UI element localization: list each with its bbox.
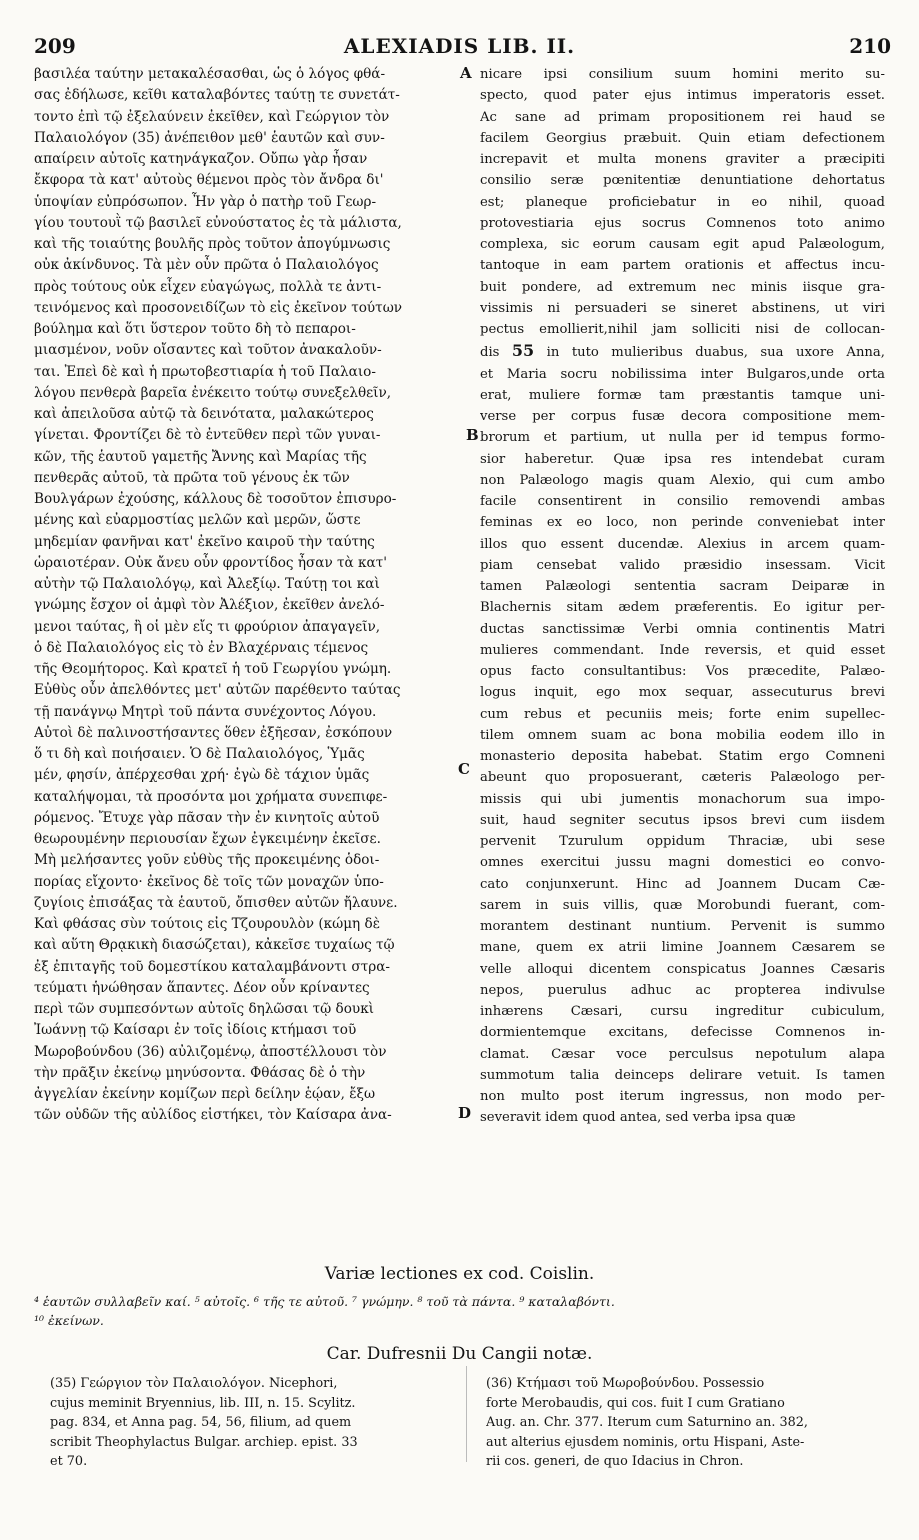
latin-text-line: abeunt quo proposuerant, cæteris Palæologo per- xyxy=(480,770,885,786)
latin-text-line: omnes exercitui jussu magni domestici eo convo- xyxy=(480,855,885,871)
greek-text-column xyxy=(34,64,459,1127)
latin-text-line: mulieres commendant. Inde reversis, et quid esset xyxy=(480,642,885,658)
greek-text-line: Μωροβούνδου (36) αὐλιζομένῳ, ἀποστέλλουσι τὸν xyxy=(34,1043,387,1060)
margin-letter-b: B xyxy=(466,426,479,444)
latin-text-line: tilem omnem suam ac bona mobilia eodem illo in xyxy=(480,727,885,743)
greek-text-line: τῇ πανάγνῳ Μητρὶ τοῦ πάντα συνέχοντος Λόγου. xyxy=(34,703,377,720)
greek-text-line: ὅ τι δὴ καὶ ποιήσαιεν. Ὁ δὲ Παλαιολόγος, Ὑμᾶς xyxy=(34,746,365,762)
greek-text-line: ὑποψίαν εὐπρόσωπον. Ἦν γὰρ ὁ πατὴρ τοῦ Γεωρ- xyxy=(34,193,377,210)
latin-text-line: non Palæologo magis quam Alexio, qui cum ambo xyxy=(480,472,885,488)
greek-text-line: ἔκφορα τὰ κατ' αὐτοὺς θέμενοι πρὸς τὸν ἄνδρα δι' xyxy=(34,172,384,189)
greek-text-line: βασιλέα ταύτην μετακαλέσασθαι, ὡς ὁ λόγος φθά- xyxy=(34,66,386,82)
latin-text-line xyxy=(480,340,885,363)
latin-text-line: verse per corpus fusæ decora compositione mem- xyxy=(480,409,885,424)
greek-text-line: Εὐθὺς οὖν ἀπελθόντες μετ' αὐτῶν παρέθεντο ταύτας xyxy=(34,682,401,699)
latin-text-line: Blachernis sitam ædem præferentis. Eo igitur per- xyxy=(480,600,885,616)
latin-text-line: est; planeque proficiebatur in eo nihil, quoad xyxy=(480,194,885,210)
notes-column-divider xyxy=(466,1366,467,1462)
latin-text-line: cum rebus et pecuniis meis; forte enim supellec- xyxy=(480,706,885,722)
greek-text-line: αὐτὴν τῷ Παλαιολόγῳ, καὶ Ἀλεξίῳ. Ταύτῃ τοι καὶ xyxy=(34,576,380,592)
greek-text-line: πενθερᾶς αὐτοῦ, τὰ πρῶτα τοῦ γένους ἐκ τῶν xyxy=(34,469,350,486)
latin-text-column xyxy=(480,64,885,1129)
greek-text-line: οὐκ ἀκίνδυνος. Τὰ μὲν οὖν πρῶτα ὁ Παλαιολόγος xyxy=(34,257,379,274)
greek-text-line: τεύματι ἡνώθησαν ἅπαντες. Δέον οὖν κρίναντες xyxy=(34,979,370,996)
latin-text-line: facilem Georgius præbuit. Quin etiam defectionem xyxy=(480,130,885,146)
greek-text-line: ζυγίοις ἐπισάξας τὰ ἑαυτοῦ, ὄπισθεν αὐτῶν ἤλαυνε. xyxy=(34,894,398,911)
greek-text-line: μιασμένον, νοῦν οἴσαντες καὶ τοῦτον ἀνακαλοῦν- xyxy=(34,342,382,359)
latin-text-line: consilio seræ pœnitentiæ denuntiatione dehortatus xyxy=(480,173,885,189)
note-line: Aug. an. Chr. 377. Iterum cum Saturnino an. 382, xyxy=(486,1415,808,1430)
greek-text-line: βούλημα καὶ ὅτι ὕστερον τοῦτο δὴ τὸ πεπαροι- xyxy=(34,321,356,337)
latin-text-line: sior haberetur. Quæ ipsa res intendebat curam xyxy=(480,451,885,467)
margin-letter-a: A xyxy=(460,64,472,82)
greek-text-line: Βουλγάρων ἐχούσης, κάλλους δὲ τοσοῦτον ἐπισυρο- xyxy=(34,491,397,507)
greek-text-line: Ἰωάννῃ τῷ Καίσαρι ἐν τοῖς ἰδίοις κτήμασι τοῦ xyxy=(34,1022,357,1039)
latin-text-line: suit, haud segniter secutus ipsos brevi cum iisdem xyxy=(480,812,885,828)
greek-text-line: καὶ ἀπειλοῦσα αὐτῷ τὰ δεινότατα, μαλακώτερος xyxy=(34,406,374,422)
note-line: pag. 834, et Anna pag. 54, 56, filium, ad quem xyxy=(50,1415,352,1430)
note-line: forte Merobaudis, qui cos. fuit I cum Gratiano xyxy=(486,1395,785,1411)
latin-text-line: logus inquit, ego mox sequar, assecuturus brevi xyxy=(480,685,885,701)
greek-text-line: μηδεμίαν φανῆναι κατ' ἐκεῖνο καιροῦ τὴν ταύτης xyxy=(34,533,375,550)
latin-text-line: erat, muliere formæ tam præstantis tamque uni- xyxy=(480,387,885,403)
variae-lectiones-notes xyxy=(34,1292,884,1330)
latin-text-line: non multo post iterum ingressus, non modo per- xyxy=(480,1089,885,1104)
latin-text-line: velle alloqui dicentem conspicatus Joannes Cæsaris xyxy=(480,961,885,977)
greek-text-line: λόγου πενθερὰ βαρεῖα ἐνέκειτο τούτῳ συνεξελθεῖν, xyxy=(34,384,392,401)
greek-text-line: θεωρουμένην περιουσίαν ἔχων ἐγκειμένην ἐκεῖσε. xyxy=(34,831,381,847)
greek-text-line: ρόμενος. Ἔτυχε γὰρ πᾶσαν τὴν ἐν κινητοῖς αὐτοῦ xyxy=(34,809,380,826)
greek-text-line: ὡραιοτέραν. Οὐκ ἄνευ οὖν φροντίδος ἦσαν τὰ κατ' xyxy=(34,554,387,571)
latin-text-line: clamat. Cæsar voce perculsus nepotulum alapa xyxy=(480,1046,885,1062)
greek-text-line: γίνεται. Φροντίζει δὲ τὸ ἐντεῦθεν περὶ τῶν γυναι- xyxy=(34,427,381,444)
greek-text-line: Μὴ μελήσαντες γοῦν εὐθὺς τῆς προκειμένης ὁδοι- xyxy=(34,852,380,869)
note-line: scribit Theophylactus Bulgar. archiep. epist. 33 xyxy=(50,1434,358,1450)
greek-text-line: μένης καὶ εὐαρμοστίας μελῶν καὶ μερῶν, ὥστε xyxy=(34,512,361,529)
running-title: ALEXIADIS LIB. II. xyxy=(343,34,576,58)
greek-text-line: απαίρειν αὐτοῖς κατηνάγκαζον. Οὔπω γὰρ ἦσαν xyxy=(34,151,368,167)
greek-text-line: κῶν, τῆς ἑαυτοῦ γαμετῆς Ἄννης καὶ Μαρίας τῆς xyxy=(34,448,367,465)
latin-text-line: Ac sane ad primam propositionem rei haud se xyxy=(480,109,885,125)
greek-text-line: καὶ αὕτη Θρᾳκικὴ διασώζεται), κἀκεῖσε τυχαίως τῷ xyxy=(34,937,395,954)
note-36 xyxy=(486,1374,886,1472)
greek-text-line: πορίας εἴχοντο· ἐκεῖνος δὲ τοῖς τῶν μοναχῶν ὑπο- xyxy=(34,873,384,890)
latin-text-line: cato conjunxerunt. Hinc ad Joannem Ducam Cæ- xyxy=(480,876,885,892)
latin-text-fragment: in tuto mulieribus duabus, sua uxore Anna, xyxy=(546,345,885,361)
greek-text-line: τὴν πρᾶξιν ἐκείνῳ μηνύσοντα. Φθάσας δὲ ὁ τὴν xyxy=(34,1064,366,1081)
latin-text-line: ductas sanctissimæ Verbi omnia continentis Matri xyxy=(480,621,885,637)
greek-text-line: τοντο ἐπὶ τῷ ἐξελαύνειν ἐκεῖθεν, καὶ Γεώργιον τὸν xyxy=(34,108,390,125)
latin-text-line: vissimis ni persuaderi se sineret abstinens, ut viri xyxy=(480,300,885,316)
greek-text-line: καταλήψομαι, τὰ προσόντα μοι χρήματα συνεπιφε- xyxy=(34,788,388,805)
greek-text-line: ὁ δὲ Παλαιολόγος εἰς τὸ ἐν Βλαχέρναις τέμενος xyxy=(34,639,369,656)
latin-text-line: increpavit et multa monens graviter a præcipiti xyxy=(480,152,885,167)
latin-text-line: complexa, sic eorum causam egit apud Palæologum, xyxy=(480,237,885,252)
note-35 xyxy=(50,1374,460,1472)
variae-lectiones-heading: Variæ lectiones ex cod. Coislin. xyxy=(324,1264,595,1284)
note-line: (35) Γεώργιον τὸν Παλαιολόγον. Nicephori, xyxy=(50,1376,338,1391)
latin-text-line: missis qui ubi jumentis monachorum sua impo- xyxy=(480,791,885,807)
latin-text-line: et Maria socru nobilissima inter Bulgaros,unde orta xyxy=(480,366,885,382)
latin-text-line: facile consentirent in consilio removendi ambas xyxy=(480,494,885,509)
greek-text-line: περὶ τῶν συμπεσόντων αὐτοῖς δηλῶσαι τῷ δουκὶ xyxy=(34,1001,375,1017)
latin-text-line: mane, quem ex atrii limine Joannem Cæsarem se xyxy=(480,940,885,956)
latin-text-line: pectus emollierit,nihil jam solliciti nisi de collocan- xyxy=(480,322,885,337)
variae-line: ⁴ ἑαυτῶν συλλαβεῖν καί. ⁵ αὐτοῖς. ⁶ τῆς τε αὐτοῦ. ⁷ γνώμην. ⁸ τοῦ τὰ πάντα. ⁹ καταλαβόντι. xyxy=(34,1294,615,1309)
latin-text-line: opus facto consultantibus: Vos præcedite, Palæo- xyxy=(480,664,885,679)
latin-text-line: specto, quod pater ejus intimus imperatoris esset. xyxy=(480,88,885,104)
greek-text-line: ἀγγελίαν ἐκείνην κομίζων περὶ δείλην ἑῴαν, ἔξω xyxy=(34,1086,376,1102)
latin-text-line: protovestiaria ejus socrus Comnenos toto animo xyxy=(480,215,885,231)
latin-text-line: pervenit Tzurulum oppidum Thraciæ, ubi sese xyxy=(480,834,885,849)
greek-text-line: τῆς Θεομήτορος. Καὶ κρατεῖ ἡ τοῦ Γεωργίου γνώμη. xyxy=(34,661,392,677)
latin-text-line: piam censebat valido præsidio insessam. Vicit xyxy=(480,557,885,573)
greek-text-line: τῶν οὐδῶν τῆς αὐλίδος εἱστήκει, τὸν Καίσαρα ἀνα- xyxy=(34,1107,392,1124)
latin-text-line: inhærens Cæsari, cursu ingreditur cubiculum, xyxy=(480,1004,885,1019)
latin-text-fragment: dis xyxy=(480,345,500,361)
latin-text-line: nicare ipsi consilium suum homini merito su- xyxy=(480,67,885,82)
latin-text-line: nepos, puerulus adhuc ac propterea indivulse xyxy=(480,982,885,998)
greek-text-line: Αὐτοὶ δὲ παλινοστήσαντες ὅθεν ἐξῆεσαν, ἐσκόπουν xyxy=(34,724,393,741)
latin-text-line: severavit idem quod antea, sed verba ipsa quæ xyxy=(480,1110,796,1126)
page-reference-number: 55 xyxy=(511,341,535,361)
margin-letter-d: D xyxy=(458,1104,472,1122)
latin-text-line: buit pondere, ad extremum nec minis iisque gra- xyxy=(480,279,885,295)
note-line: rii cos. generi, de quo Idacius in Chron. xyxy=(486,1454,744,1469)
note-line: (36) Κτήμασι τοῦ Μωροβούνδου. Possessio xyxy=(486,1376,765,1391)
greek-text-line: γνώμης ἔσχον οἱ ἀμφὶ τὸν Ἀλέξιον, ἐκεῖθεν ἀνελό- xyxy=(34,597,385,614)
greek-text-line: μενοι ταύτας, ἢ οἱ μὲν εἴς τι φρούριον ἀπαγαγεῖν, xyxy=(34,618,381,635)
latin-text-line: dormientemque excitans, defecisse Comnenos in- xyxy=(480,1025,885,1041)
latin-text-line: illos quo essent ducendæ. Alexius in arcem quam- xyxy=(480,536,885,552)
latin-text-line: summotum talia deinceps delirare vetuit. Is tamen xyxy=(480,1067,885,1083)
greek-text-line: πρὸς τούτους οὐκ εἶχεν εὐαγώγως, πολλὰ τε ἀντι- xyxy=(34,278,382,295)
greek-text-line: τεινόμενος καὶ προσονειδίζων τὸ εἰς ἐκεῖνον τούτων xyxy=(34,299,403,316)
latin-text-line: feminas ex eo loco, non perinde conveniebat inter xyxy=(480,515,885,531)
running-header xyxy=(0,34,919,62)
note-line: et 70. xyxy=(50,1454,88,1469)
note-line: cujus meminit Bryennius, lib. III, n. 15. Scylitz. xyxy=(50,1395,356,1411)
variae-line: ¹⁰ ἐκείνων. xyxy=(34,1313,104,1328)
page-number-left: 209 xyxy=(34,34,76,58)
latin-text-line: tamen Palæologi sententia sacram Deiparæ in xyxy=(480,579,885,594)
latin-text-line: tantoque in eam partem orationis et affectus incu- xyxy=(480,258,885,274)
greek-text-line: Παλαιολόγον (35) ἀνέπειθον μεθ' ἑαυτῶν καὶ συν- xyxy=(34,129,385,146)
latin-text-line: brorum et partium, ut nulla per id tempus formo- xyxy=(480,430,885,446)
greek-text-line: σας ἐδήλωσε, κεῖθι καταλαβόντες ταύτῃ τε συνετάτ- xyxy=(34,87,400,104)
margin-letter-c: C xyxy=(458,760,470,778)
page-number-right: 210 xyxy=(849,34,891,58)
greek-text-line: ἐξ ἐπιταγῆς τοῦ δομεστίκου καταλαμβάνοντι στρα- xyxy=(34,958,390,975)
latin-text-line: sarem in suis villis, quæ Morobundi fuerant, com- xyxy=(480,897,885,913)
greek-text-line: Καὶ φθάσας σὺν τούτοις εἰς Τζουρουλὸν (κώμη δὲ xyxy=(34,916,381,932)
du-cange-notes-heading: Car. Dufresnii Du Cangii notæ. xyxy=(326,1344,593,1364)
greek-text-line: γίου τουτουῒ τῷ βασιλεῖ εὐνούστατος ἐς τὰ μάλιστα, xyxy=(34,214,402,231)
greek-text-line: μέν, φησίν, ἀπέρχεσθαι χρή· ἐγὼ δὲ τάχιον ὑμᾶς xyxy=(34,767,370,784)
latin-text-line: morantem destinant nuntium. Pervenit is summo xyxy=(480,919,885,934)
note-line: aut alterius ejusdem nominis, ortu Hispani, Aste- xyxy=(486,1434,805,1450)
greek-text-line: καὶ τῆς τοιαύτης βουλῆς πρὸς τοῦτον ἀπογύμνωσις xyxy=(34,236,391,252)
greek-text-line: ται. Ἐπεὶ δὲ καὶ ἡ πρωτοβεστιαρία ἡ τοῦ Παλαιο- xyxy=(34,363,376,380)
latin-text-line: monasterio deposita habebat. Statim ergo Comneni xyxy=(480,749,885,764)
